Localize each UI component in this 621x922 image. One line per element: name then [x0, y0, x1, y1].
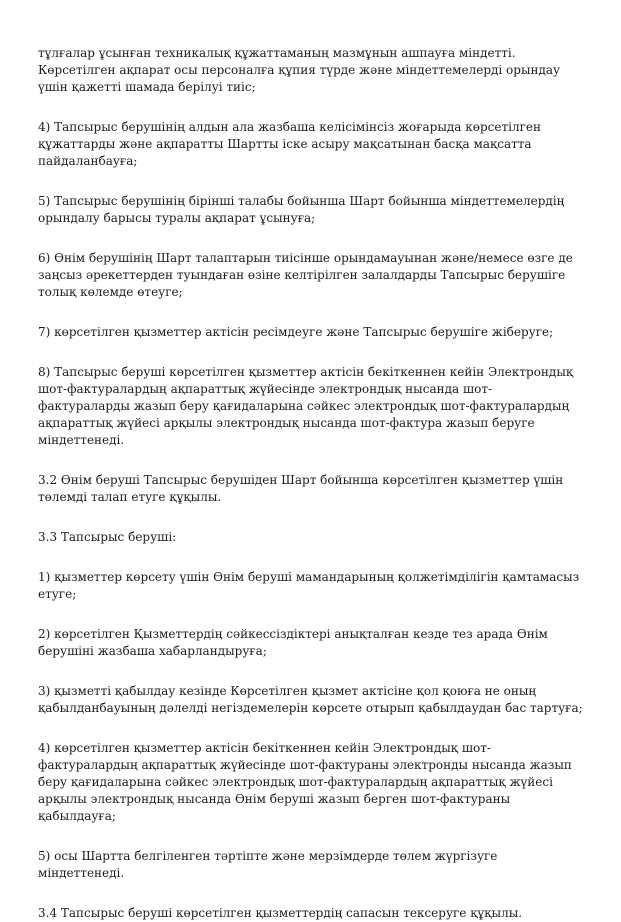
- paragraph-clause-5-customer: 5) осы Шартта белгіленген тәртіпте және мерзімдерде төлем жүргізуге міндеттенеді.: [38, 849, 498, 880]
- paragraph-clause-8-supplier: 8) Тапсырыс беруші көрсетілген қызметтер актісін бекіткеннен кейін Электрондық шот-фактуралардың ақпараттық жүйесінде электрондық нысанда шот-фактураларды жазып беру қағидаларына сәйкес электрондық шот-фактуралардың ақпараттық жүйесі арқылы электрондық нысанда шот-фактура жазып беруге міндеттенеді.: [38, 365, 574, 447]
- paragraph-clause-4-supplier: 4) Тапсырыс берушінің алдын ала жазбаша келісімінсіз жоғарыда көрсетілген құжаттарды және ақпаратты Шартты іске асыру мақсатынан басқа мақсатта пайдаланбауға;: [38, 120, 541, 168]
- paragraph-section-3-3: 3.3 Тапсырыс беруші:: [38, 530, 177, 544]
- paragraph-section-3-2: 3.2 Өнім беруші Тапсырыс берушіден Шарт бойынша көрсетілген қызметтер үшін төлемді талап етуге құқылы.: [38, 473, 564, 504]
- paragraph-clause-4-customer: 4) көрсетілген қызметтер актісін бекіткеннен кейін Электрондық шот-фактуралардың ақпараттық жүйесінде шот-фактураны электронды нысанда жазып беру қағидаларына сәйкес электрондық шот-фактуралардың ақпараттық жүйесі арқылы электрондық нысанда Өнім беруші жазып берген шот-фактураны қабылдауға;: [38, 741, 572, 823]
- paragraph-clause-7-supplier: 7) көрсетілген қызметтер актісін ресімдеуге және Тапсырыс берушіге жіберуге;: [38, 325, 554, 339]
- paragraph-clause-5-supplier: 5) Тапсырыс берушінің бірінші талабы бойынша Шарт бойынша міндеттемелердің орындалу барысы туралы ақпарат ұсынуға;: [38, 194, 565, 225]
- paragraph-clause-3-customer: 3) қызметті қабылдау кезінде Көрсетілген қызмет актісіне қол қоюға не оның қабылданбауының дәлелді негіздемелерін көрсете отырып қабылдаудан бас тартуға;: [38, 684, 583, 715]
- paragraph-section-3-4: 3.4 Тапсырыс беруші көрсетілген қызметтердің сапасын тексеруге құқылы.: [38, 906, 523, 920]
- document-text-block: [38, 45, 583, 922]
- paragraph-clause-2-customer: 2) көрсетілген Қызметтердің сәйкессіздіктері анықталған кезде тез арада Өнім берушіні жазбаша хабарландыруға;: [38, 627, 548, 658]
- paragraph-clause-1-customer: 1) қызметтер көрсету үшін Өнім беруші мамандарының қолжетімділігін қамтамасыз етуге;: [38, 570, 580, 601]
- paragraph-continuation-confidentiality: тұлғалар ұсынған техникалық құжаттаманың мазмұнын ашпауға міндетті. Көрсетілген ақпарат осы персоналға құпия түрде және міндеттемелерді орындау үшін қажетті шамада берілуі тиіс;: [38, 46, 561, 94]
- paragraph-clause-6-supplier: 6) Өнім берушінің Шарт талаптарын тиісінше орындамауынан және/немесе өзге де заңсыз әрекеттерден туындаған өзіне келтірілген залалдарды Тапсырыс берушіге толық көлемде өтеуге;: [38, 251, 573, 299]
